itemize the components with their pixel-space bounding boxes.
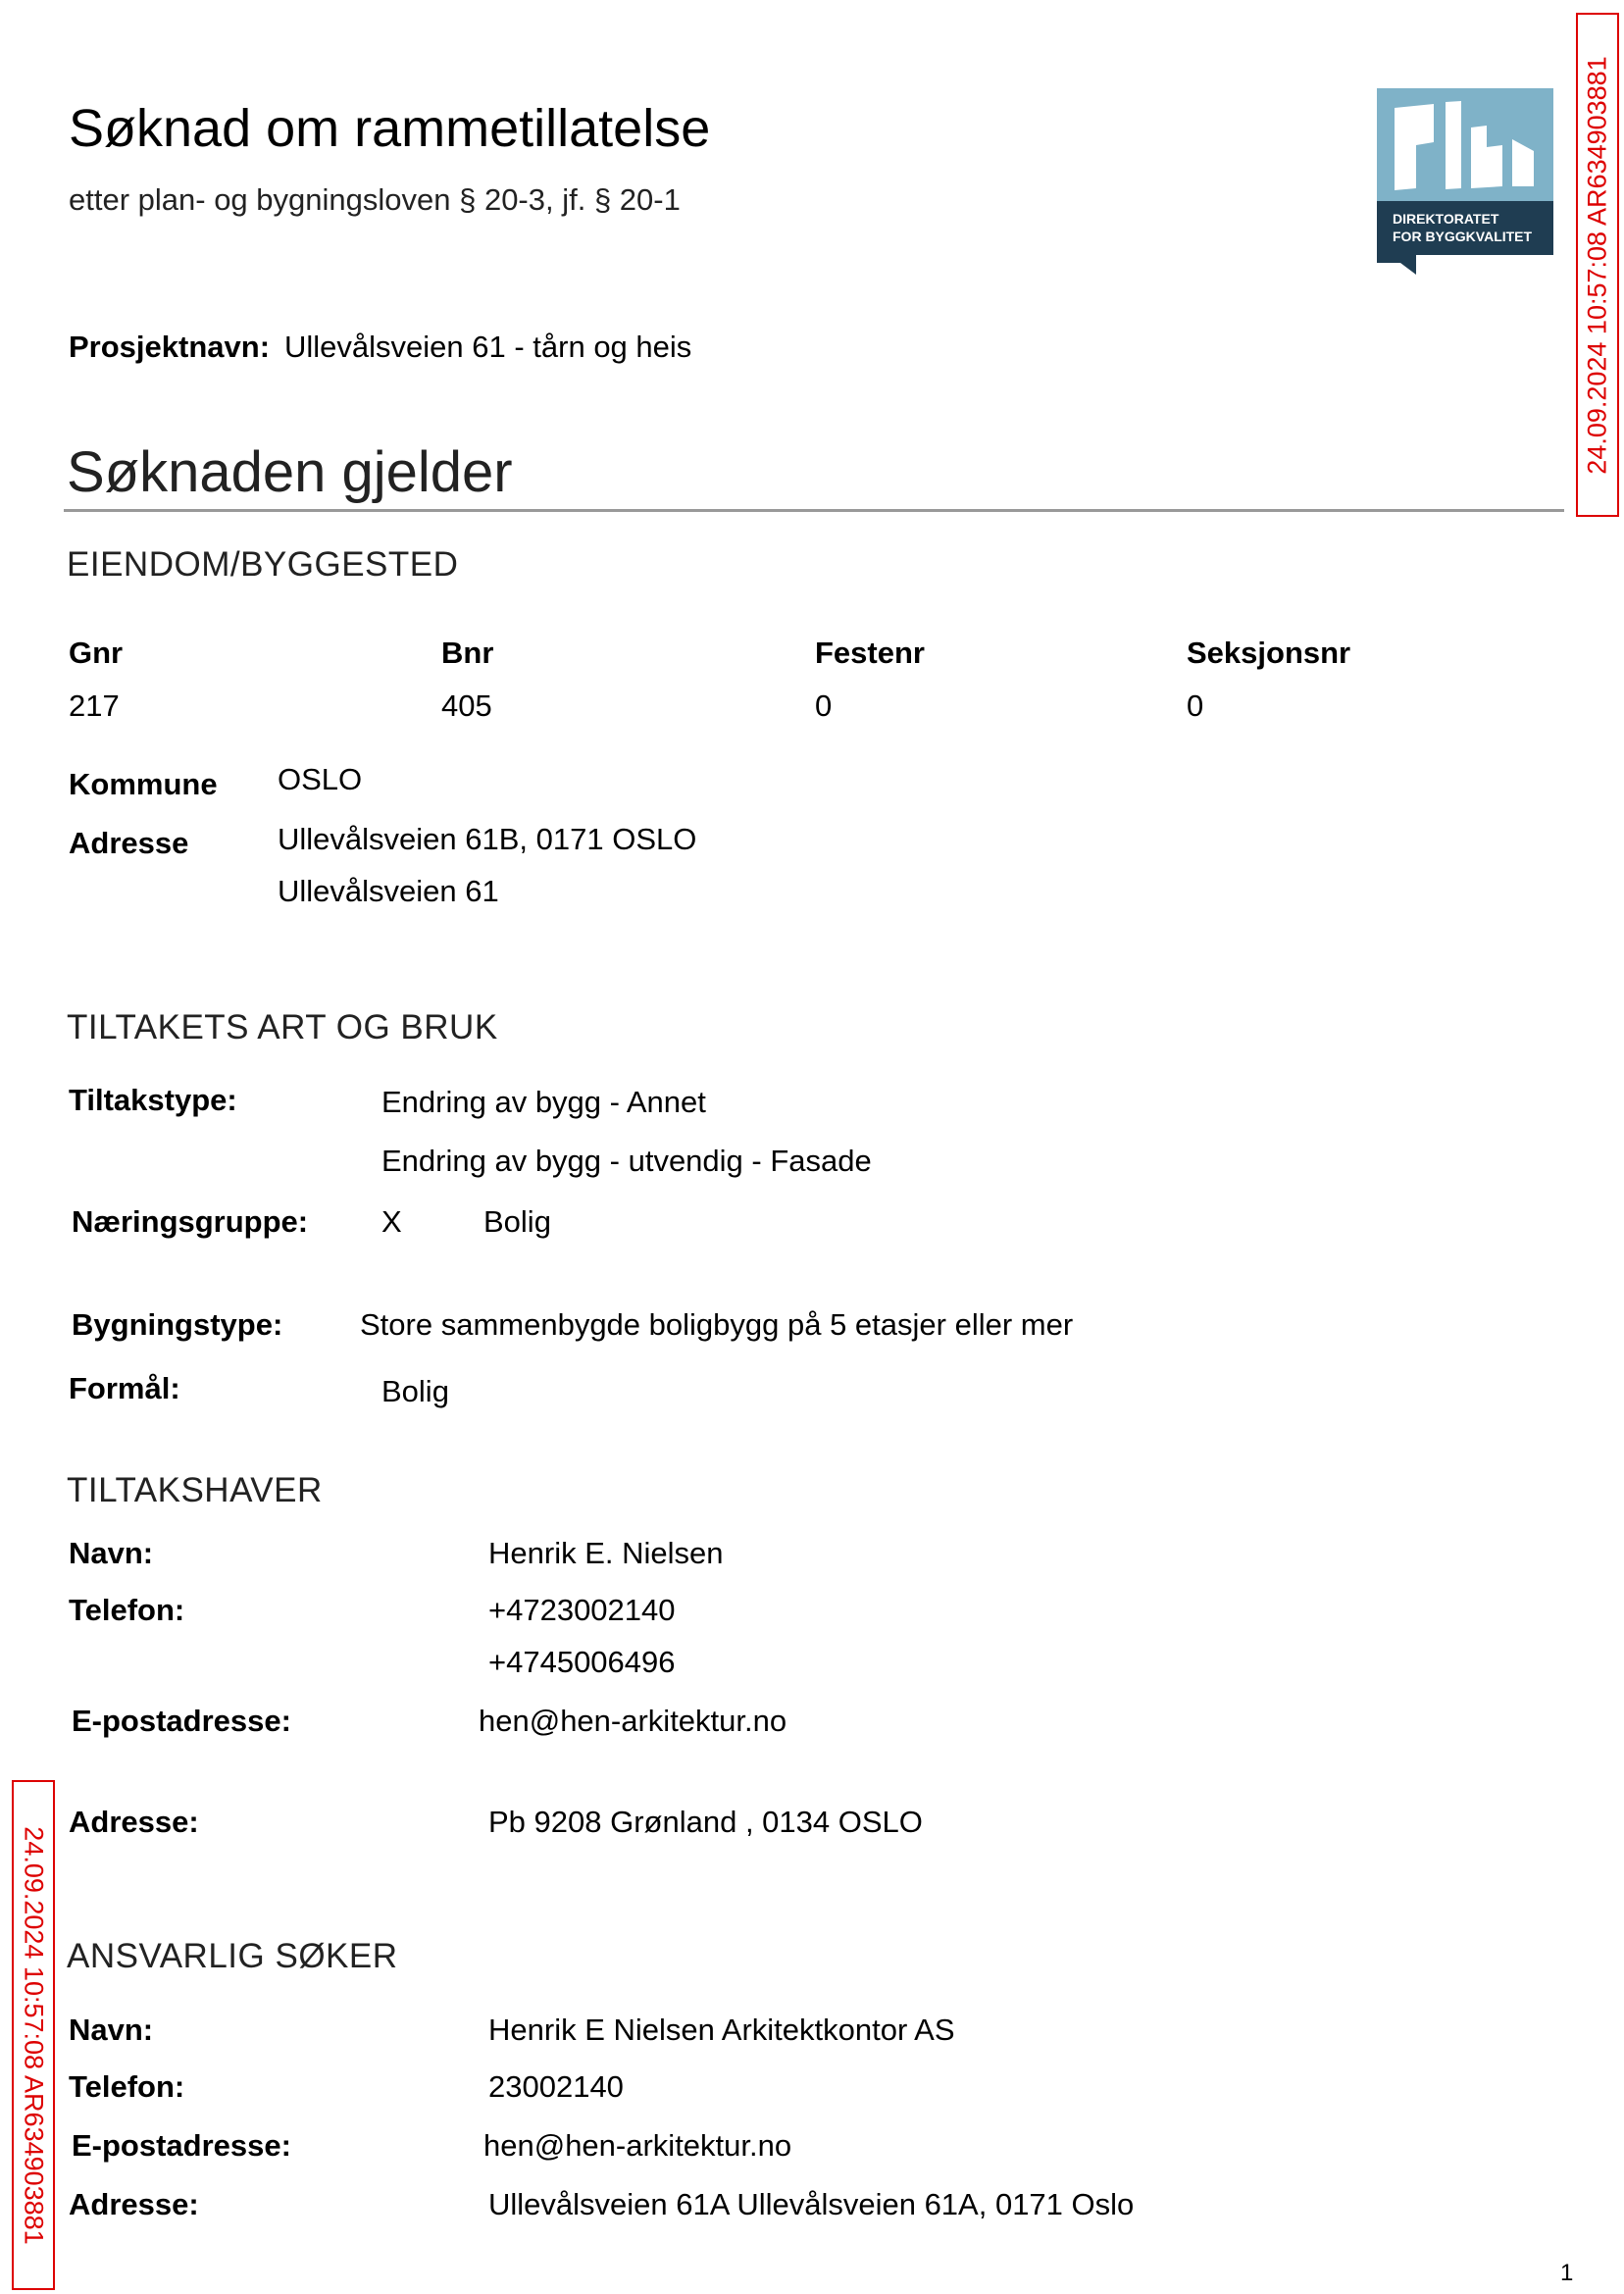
project-name-label: Prosjektnavn: [69, 330, 271, 364]
naeringsgruppe-value: Bolig [483, 1204, 551, 1239]
kommune-label: Kommune [69, 767, 218, 801]
ansvarlig-adresse-value: Ullevålsveien 61A Ullevålsveien 61A, 0171 Oslo [488, 2187, 1135, 2221]
tiltakshaver-epost-value: hen@hen-arkitektur.no [479, 1704, 787, 1738]
seksjonsnr-value: 0 [1187, 688, 1204, 723]
gnr-value: 217 [69, 688, 120, 723]
ansvarlig-telefon-value: 23002140 [488, 2069, 624, 2104]
festenr-label: Festenr [815, 636, 925, 670]
seksjonsnr-label: Seksjonsnr [1187, 636, 1351, 670]
ansvarlig-epost-label: E-postadresse: [72, 2128, 291, 2163]
tiltak-section-heading: TILTAKETS ART OG BRUK [67, 1008, 498, 1046]
tiltakshaver-telefon-1: +4723002140 [488, 1593, 676, 1627]
ansvarlig-section-heading: ANSVARLIG SØKER [67, 1937, 398, 1975]
receipt-stamp-top: 24.09.2024 10:57:08 AR634903881 [1576, 13, 1619, 517]
dibk-logo [1377, 88, 1553, 275]
tiltakshaver-navn-label: Navn: [69, 1536, 154, 1570]
ansvarlig-epost-value: hen@hen-arkitektur.no [483, 2128, 792, 2163]
logo-line1: DIREKTORATET [1393, 211, 1499, 227]
tiltakshaver-navn-value: Henrik E. Nielsen [488, 1536, 724, 1570]
kommune-value: OSLO [278, 762, 363, 796]
adresse-line-2: Ullevålsveien 61 [278, 874, 499, 908]
naeringsgruppe-code: X [381, 1204, 402, 1239]
tiltakshaver-telefon-2: +4745006496 [488, 1645, 676, 1679]
document-subtitle: etter plan- og bygningsloven § 20-3, jf. § 20-1 [69, 182, 681, 217]
formal-label: Formål: [69, 1371, 180, 1405]
adresse-line-1: Ullevålsveien 61B, 0171 OSLO [278, 822, 697, 856]
heading-divider [64, 509, 1564, 512]
adresse-label: Adresse [69, 826, 189, 860]
festenr-value: 0 [815, 688, 833, 723]
bnr-value: 405 [441, 688, 492, 723]
document-title: Søknad om rammetillatelse [69, 99, 711, 158]
receipt-stamp-bottom: 24.09.2024 10:57:08 AR634903881 [12, 1780, 55, 2290]
gnr-label: Gnr [69, 636, 124, 670]
logo-line2: FOR BYGGKVALITET [1393, 229, 1533, 244]
bygningstype-value: Store sammenbygde boligbygg på 5 etasjer eller mer [360, 1307, 1074, 1342]
tiltakshaver-epost-label: E-postadresse: [72, 1704, 291, 1738]
tiltakstype-label: Tiltakstype: [69, 1083, 237, 1117]
applies-heading: Søknaden gjelder [67, 440, 513, 504]
ansvarlig-navn-value: Henrik E Nielsen Arkitektkontor AS [488, 2013, 955, 2047]
ansvarlig-navn-label: Navn: [69, 2013, 154, 2047]
bygningstype-label: Bygningstype: [72, 1307, 283, 1342]
ansvarlig-telefon-label: Telefon: [69, 2069, 185, 2104]
dibk-logo-icon [1377, 88, 1553, 275]
project-name-value: Ullevålsveien 61 - tårn og heis [284, 330, 692, 364]
page-number: 1 [1560, 2260, 1574, 2286]
ansvarlig-adresse-label: Adresse: [69, 2187, 199, 2221]
property-section-heading: EIENDOM/BYGGESTED [67, 545, 459, 584]
tiltakshaver-adresse-label: Adresse: [69, 1805, 199, 1839]
tiltakstype-value-2: Endring av bygg - utvendig - Fasade [381, 1144, 872, 1178]
formal-value: Bolig [381, 1374, 449, 1408]
naeringsgruppe-label: Næringsgruppe: [72, 1204, 309, 1239]
tiltakshaver-adresse-value: Pb 9208 Grønland , 0134 OSLO [488, 1805, 923, 1839]
tiltakshaver-section-heading: TILTAKSHAVER [67, 1471, 323, 1509]
tiltakstype-value-1: Endring av bygg - Annet [381, 1085, 706, 1119]
bnr-label: Bnr [441, 636, 494, 670]
tiltakshaver-telefon-label: Telefon: [69, 1593, 185, 1627]
